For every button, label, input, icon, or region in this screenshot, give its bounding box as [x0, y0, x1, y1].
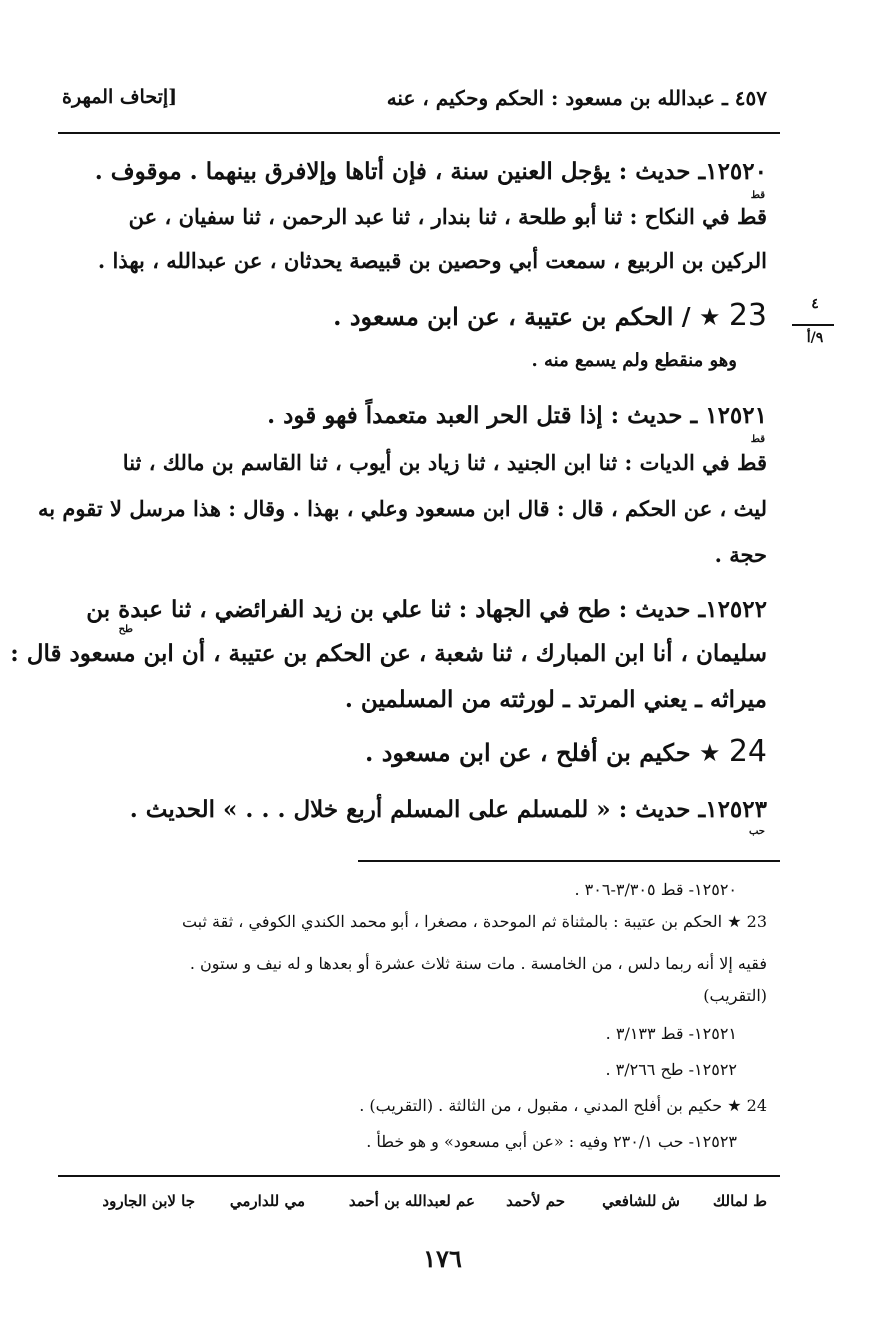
footnote: فقيه إلا أنه ربما دلس ، من الخامسة . مات سنة ثلاث عشرة أو بعدها و له نيف و ستون . [189, 954, 767, 973]
hadith-12523-heading [58, 796, 767, 823]
isnad-line: ليث ، عن الحكم ، قال : قال ابن مسعود وعلي ، بهذا . وقال : هذا مرسل لا تقوم به [38, 496, 767, 521]
footnote: (التقريب) [703, 986, 767, 1005]
hadith-label: ـ حديث : [610, 596, 706, 623]
abbreviation: جا لابن الجارود [102, 1192, 195, 1210]
chapter-title: ٤٥٧ ـ عبدالله بن مسعود : الحكم وحكيم ، عنه [386, 86, 767, 110]
hadith-12520-heading [58, 158, 767, 185]
source-symbol: قط [750, 434, 765, 445]
abbreviation: عم لعبدالله بن أحمد [348, 1192, 475, 1210]
hadith-number: ١٢٥٢٣ [705, 796, 767, 823]
hadith-text: إذا قتل الحر العبد متعمداً فهو قود . [267, 402, 603, 429]
footnote: ١٢٥٢٠- قط ٣/٣٠٥-٣٠٦ . [574, 880, 737, 899]
narrator-number: 24 [728, 734, 767, 769]
hadith-number: ١٢٥٢٢ [705, 596, 767, 623]
abbreviation: ش للشافعي [602, 1192, 680, 1210]
hadith-text: يؤجل العنين سنة ، فإن أتاها وإلافرق بينهما . موقوف . [94, 158, 611, 185]
footnote-rule [358, 860, 780, 862]
isnad-line: حجة . [714, 542, 767, 567]
footnote: 24 ★ حكيم بن أفلح المدني ، مقبول ، من الثالثة . (التقريب) . [359, 1096, 767, 1115]
hadith-text: « للمسلم على المسلم أربع خلال . . . » الحديث . [129, 796, 611, 823]
narrator-note: وهو منقطع ولم يسمع منه . [531, 350, 737, 371]
narrator-23-heading [58, 298, 767, 333]
hadith-12522-heading [58, 596, 767, 623]
header-rule [58, 132, 780, 134]
hadith-number: ١٢٥٢٠ [705, 158, 767, 185]
footnote: ١٢٥٢٢- طح ٣/٢٦٦ . [605, 1060, 737, 1079]
hadith-line: ميراثه ـ يعني المرتد ـ لورثته من المسلمين . [344, 686, 767, 713]
abbreviation: حم لأحمد [506, 1192, 565, 1210]
hadith-label: ـ حديث : [610, 158, 706, 185]
footnote: 23 ★ الحكم بن عتيبة : بالمثناة ثم الموحدة ، مصغرا ، أبو محمد الكندي الكوفي ، ثقة ثبت [181, 912, 767, 931]
isnad-line: قط في الديات : ثنا ابن الجنيد ، ثنا زياد بن أيوب ، ثنا القاسم بن مالك ، ثنا [122, 450, 767, 475]
source-symbol: طح [118, 624, 133, 635]
narrator-number: 23 [728, 298, 767, 333]
source-symbol: قط [750, 190, 765, 201]
narrator-text: / الحكم بن عتيبة ، عن ابن مسعود . [333, 302, 691, 331]
hadith-label: ـ حديث : [602, 402, 706, 429]
hadith-line: سليمان ، أنا ابن المبارك ، ثنا شعبة ، عن الحكم بن عتيبة ، أن ابن مسعود قال : [10, 640, 767, 667]
abbreviation: مي للدارمي [229, 1192, 305, 1210]
abbreviations-rule [58, 1175, 780, 1177]
narrator-text: حكيم بن أفلح ، عن ابن مسعود . [365, 738, 691, 767]
isnad-line: الركين بن الربيع ، سمعت أبي وحصين بن قبيصة يحدثان ، عن عبدالله ، بهذا . [97, 248, 767, 273]
star-icon: ★ [698, 303, 721, 331]
star-icon: ★ [698, 739, 721, 767]
margin-note-bottom: ٩/أ [806, 330, 824, 346]
hadith-label: ـ حديث : [610, 796, 706, 823]
page-number: ١٧٦ [423, 1244, 462, 1273]
narrator-24-heading [58, 734, 767, 769]
footnote: ١٢٥٢٣- حب ٢٣٠/١ وفيه : «عن أبي مسعود» و هو خطأ . [366, 1132, 737, 1151]
book-title: [إتحاف المهرة [62, 86, 178, 108]
source-symbol: حب [748, 826, 765, 837]
hadith-text: طح في الجهاد : ثنا علي بن زيد الفرائضي ، ثنا عبدة بن [86, 596, 611, 623]
hadith-12521-heading [58, 402, 767, 429]
footnote: ١٢٥٢١- قط ٣/١٣٣ . [605, 1024, 737, 1043]
margin-note-rule [792, 324, 834, 326]
hadith-number: ١٢٥٢١ [705, 402, 767, 429]
abbreviation: ط لمالك [712, 1192, 767, 1210]
isnad-line: قط في النكاح : ثنا أبو طلحة ، ثنا بندار ، ثنا عبد الرحمن ، ثنا سفيان ، عن [128, 204, 767, 229]
margin-note-top: ٤ [811, 296, 819, 312]
